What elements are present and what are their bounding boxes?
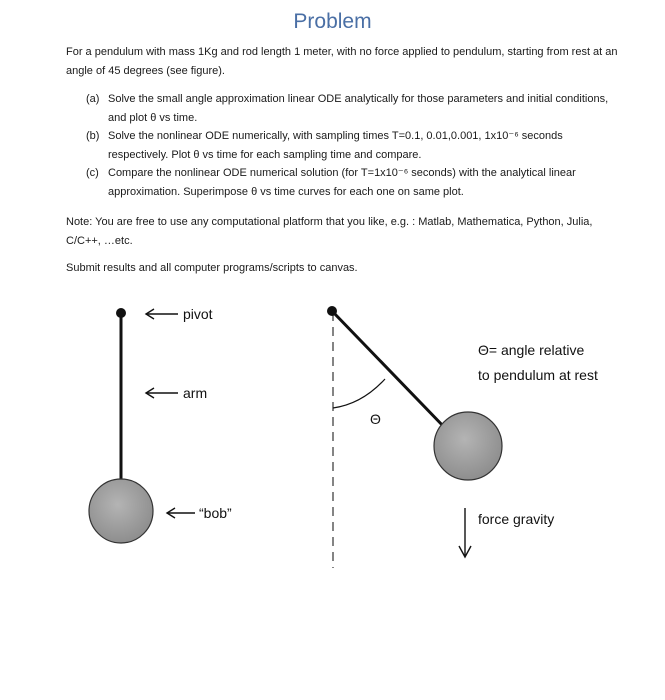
arm-label: arm	[183, 385, 208, 401]
gravity-arrow-icon	[459, 508, 471, 557]
bob-circle	[89, 479, 153, 543]
note-text: Note: You are free to use any computational platform that you like, e.g. : Matlab, Mathematica, Python, Julia, C/C++, …etc.	[66, 216, 593, 247]
bob-arrow-icon	[167, 508, 195, 518]
item-label: (c)	[86, 167, 99, 179]
angle-symbol: Θ	[370, 411, 381, 427]
page-title: Problem	[293, 10, 372, 33]
angle-description-line1: Θ= angle relative	[478, 342, 585, 358]
arm-arrow-icon	[146, 388, 178, 398]
bob-circle	[434, 412, 502, 480]
problem-intro: For a pendulum with mass 1Kg and rod length 1 meter, with no force applied to pendulum, starting from rest at an angle of 45 degrees (see figure).	[66, 46, 618, 77]
gravity-label: force gravity	[478, 511, 555, 527]
pivot-arrow-icon	[146, 309, 178, 319]
arm-rod	[332, 311, 447, 430]
displaced-pendulum	[327, 306, 598, 568]
submit-text: Submit results and all computer programs/scripts to canvas.	[66, 262, 358, 274]
item-text: Solve the small angle approximation linear ODE analytically for those parameters and initial conditions, and plot θ vs time.	[108, 93, 609, 124]
item-text: Solve the nonlinear ODE numerically, with sampling times T=0.1, 0.01,0.001, 1x10⁻⁶ seconds respectively. Plot θ vs time for each sampling time and compare.	[108, 130, 563, 161]
item-label: (b)	[86, 130, 100, 142]
bob-label: “bob”	[199, 505, 232, 521]
pivot-label: pivot	[183, 306, 213, 322]
angle-arc	[333, 379, 385, 408]
rest-pendulum	[89, 306, 232, 543]
item-text: Compare the nonlinear ODE numerical solution (for T=1x10⁻⁶ seconds) with the analytical linear approximation. Superimpose θ vs time curves for each one on same plot.	[108, 167, 576, 198]
item-label: (a)	[86, 93, 100, 105]
angle-description-line2: to pendulum at rest	[478, 367, 598, 383]
